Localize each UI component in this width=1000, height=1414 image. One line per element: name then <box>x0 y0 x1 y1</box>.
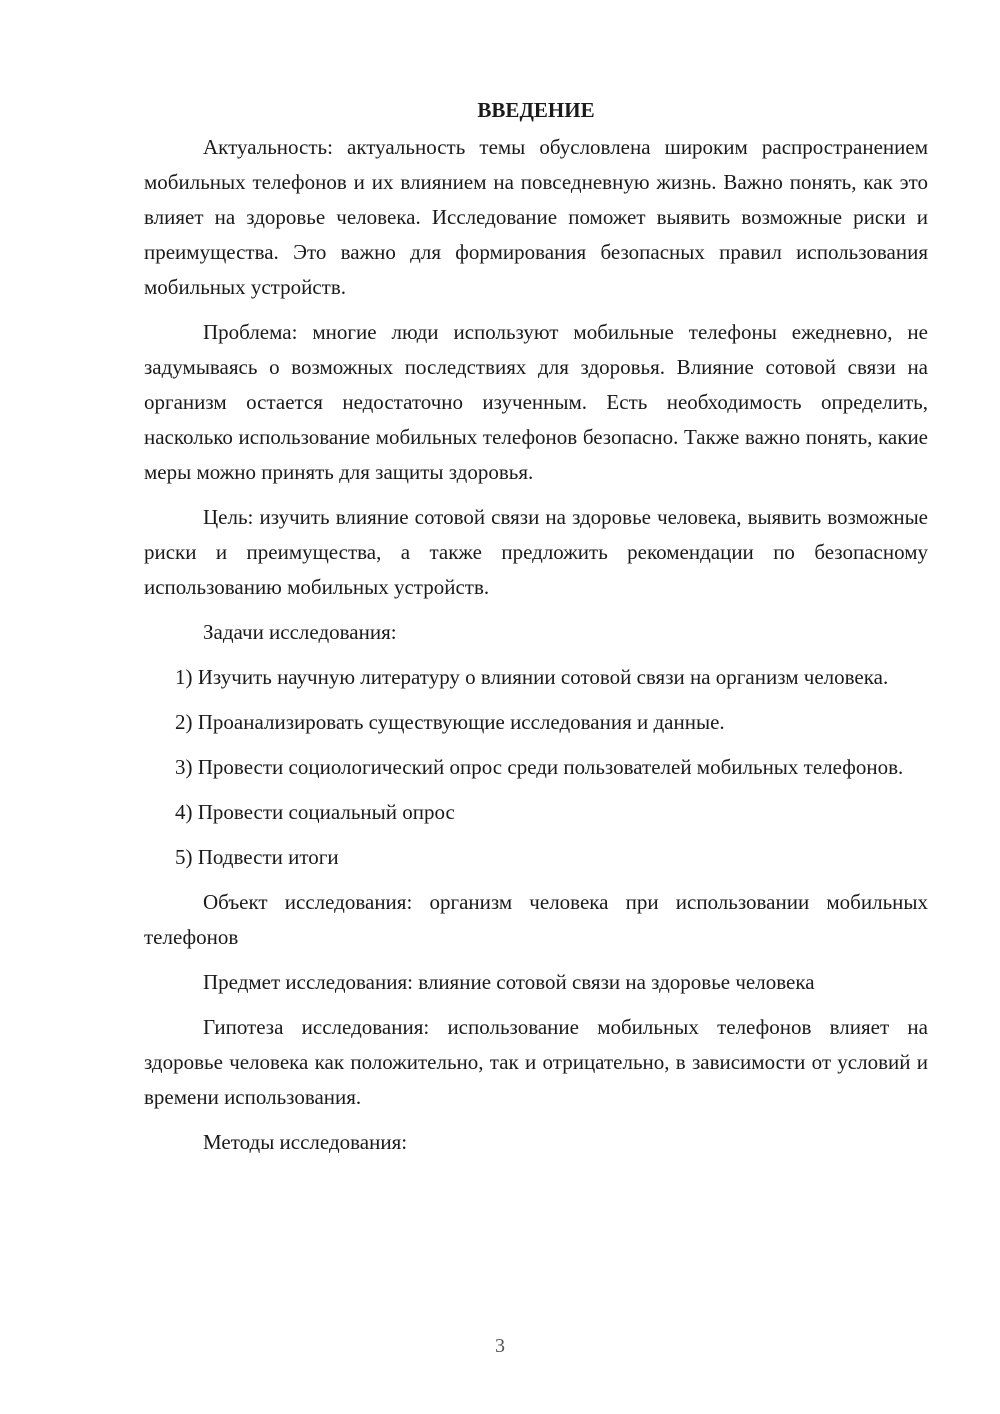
methods-paragraph: Методы исследования: <box>203 1130 408 1154</box>
relevance-paragraph: Актуальность: актуальность темы обусловлена широким распространением мобильных телефонов и их влиянием на повседневную жизнь. Важно понять, как это влияет на здоровье человека. Исследование поможет выявить возможные риски и преимущества. Это важно для формирования безопасных правил использования мобильных устройств. <box>144 135 928 299</box>
hypothesis-paragraph: Гипотеза исследования: использование мобильных телефонов влияет на здоровье человека как положительно, так и отрицательно, в зависимости от условий и времени использования. <box>144 1015 928 1109</box>
goal-paragraph: Цель: изучить влияние сотовой связи на здоровье человека, выявить возможные риски и преимущества, а также предложить рекомендации по безопасному использованию мобильных устройств. <box>144 505 928 599</box>
object-paragraph: Объект исследования: организм человека при использовании мобильных телефонов <box>144 890 928 949</box>
task-item-5: 5) Подвести итоги <box>175 845 339 869</box>
task-item-1: 1) Изучить научную литературу о влиянии сотовой связи на организм человека. <box>175 665 889 689</box>
page-content <box>144 92 928 1170</box>
task-item-2: 2) Проанализировать существующие исследования и данные. <box>175 710 725 734</box>
section-heading: ВВЕДЕНИЕ <box>477 98 595 122</box>
problem-paragraph: Проблема: многие люди используют мобильные телефоны ежедневно, не задумываясь о возможных последствиях для здоровья. Влияние сотовой связи на организм остается недостаточно изученным. Есть необходимость определить, насколько использование мобильных телефонов безопасно. Также важно понять, какие меры можно принять для защиты здоровья. <box>144 320 928 484</box>
subject-paragraph: Предмет исследования: влияние сотовой связи на здоровье человека <box>203 970 815 994</box>
task-item-3: 3) Провести социологический опрос среди пользователей мобильных телефонов. <box>175 755 904 779</box>
page-number: 3 <box>495 1335 505 1357</box>
task-item-4: 4) Провести социальный опрос <box>175 800 455 824</box>
tasks-title: Задачи исследования: <box>203 620 397 644</box>
